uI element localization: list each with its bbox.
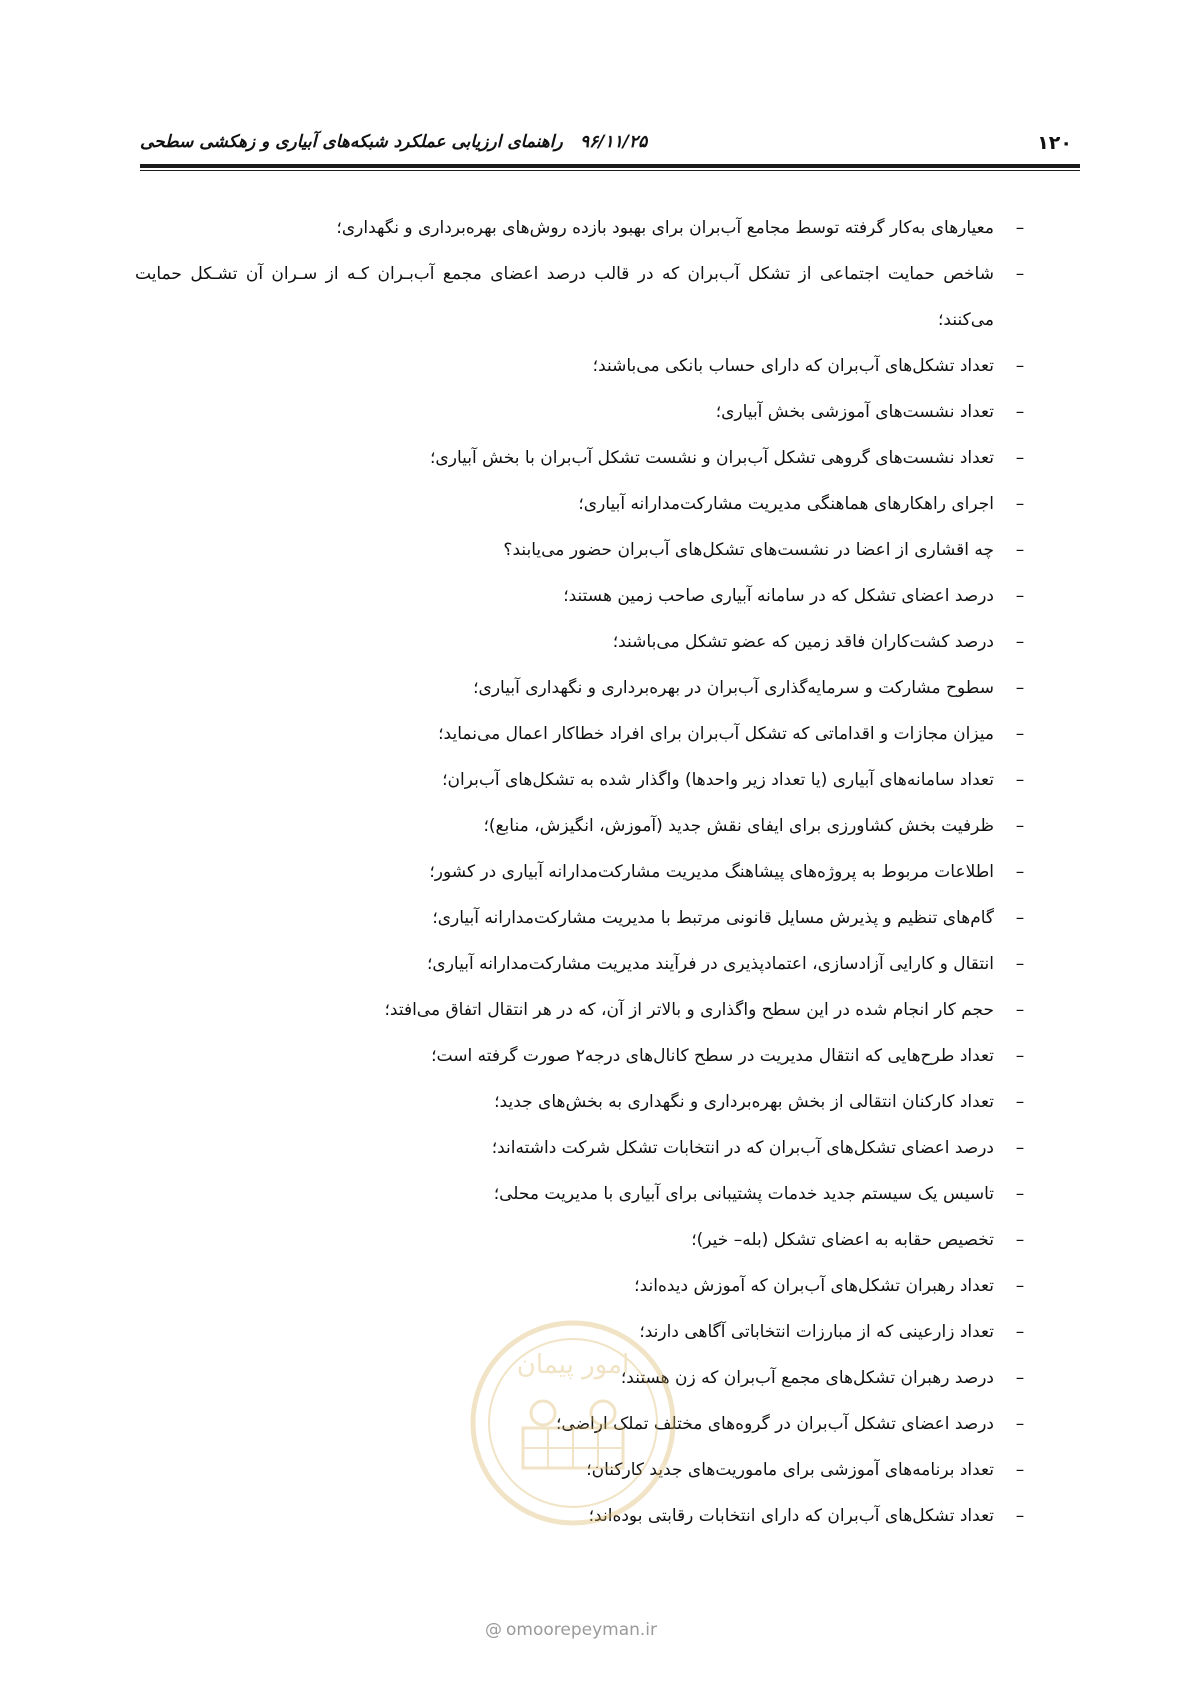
watermark-site-text: omoorepeyman.ir [506,1620,658,1640]
page-number: ۱۲۰ [1037,132,1072,154]
header-rule-thick [140,164,1080,168]
list-item [135,343,1030,389]
list-item-text: درصد رهبران تشکل‌های مجمع آب‌بران که زن هستند؛ [620,1368,994,1388]
list-item [135,1355,1030,1401]
list-item-text: گام‌های تنظیم و پذیرش مسایل قانونی مرتبط با مدیریت مشارکت‌مدارانه آبیاری؛ [432,908,994,928]
bullet-dash: – [1015,264,1025,284]
list-item-text: تعداد سامانه‌های آبیاری (یا تعداد زیر واحدها) واگذار شده به تشکل‌های آب‌بران؛ [442,770,994,790]
bullet-dash: – [1015,356,1025,376]
list-item-text: درصد اعضای تشکل‌های آب‌بران که در انتخابات تشکل شرکت داشته‌اند؛ [491,1138,994,1158]
bullet-dash: – [1015,1506,1025,1526]
bullet-dash: – [1015,1046,1025,1066]
bullet-dash: – [1015,908,1025,928]
list-item [135,1125,1030,1171]
list-item [135,665,1030,711]
list-item-text: تاسیس یک سیستم جدید خدمات پشتیبانی برای آبیاری با مدیریت محلی؛ [493,1184,994,1204]
watermark-site [485,1620,657,1640]
list-item-text: تخصیص حقابه به اعضای تشکل (بله– خیر)؛ [691,1230,994,1250]
list-item [135,803,1030,849]
list-item-text: اجرای راهکارهای هماهنگی مدیریت مشارکت‌مدارانه آبیاری؛ [578,494,994,514]
bullet-dash: – [1015,1414,1025,1434]
list-item [135,1079,1030,1125]
header-rule-thin [140,170,1080,171]
criteria-list [135,205,1030,1539]
list-item [135,895,1030,941]
list-item [135,1401,1030,1447]
bullet-dash: – [1015,1184,1025,1204]
list-item [135,527,1030,573]
list-item-text: تعداد رهبران تشکل‌های آب‌بران که آموزش دیده‌اند؛ [634,1276,994,1296]
list-item-text: تعداد تشکل‌های آب‌بران که دارای حساب بانکی می‌باشند؛ [592,356,994,376]
document-body [135,205,1030,1539]
bullet-dash: – [1015,1322,1025,1342]
page-header [140,128,1080,158]
bullet-dash: – [1015,402,1025,422]
list-item [135,481,1030,527]
list-item [135,987,1030,1033]
bullet-dash: – [1015,816,1025,836]
header-date: ۹۶/۱۱/۲۵ [580,132,648,152]
list-item-text: ظرفیت بخش کشاورزی برای ایفای نقش جدید (آموزش، انگیزش، منابع)؛ [483,816,994,836]
list-item-text: تعداد تشکل‌های آب‌بران که دارای انتخابات رقابتی بوده‌اند؛ [588,1506,994,1526]
bullet-dash: – [1015,724,1025,744]
bullet-dash: – [1015,1000,1025,1020]
bullet-dash: – [1015,632,1025,652]
list-item-text: شاخص حمایت اجتماعی از تشکل آب‌بران که در قالب درصد اعضای مجمع آب‌بـران کـه از سـران آن تشـکل حمایت می‌کنند؛ [135,264,994,330]
bullet-dash: – [1015,1138,1025,1158]
list-item [135,389,1030,435]
list-item [135,205,1030,251]
list-item-text: درصد اعضای تشکل که در سامانه آبیاری صاحب زمین هستند؛ [563,586,994,606]
bullet-dash: – [1015,862,1025,882]
bullet-dash: – [1015,494,1025,514]
list-item-text: اطلاعات مربوط به پروژه‌های پیشاهنگ مدیریت مشارکت‌مدارانه آبیاری در کشور؛ [429,862,994,882]
header-title: راهنمای ارزیابی عملکرد شبکه‌های آبیاری و زهکشی سطحی [140,132,563,152]
list-item [135,941,1030,987]
list-item-text: تعداد طرح‌هایی که انتقال مدیریت در سطح کانال‌های درجه۲ صورت گرفته است؛ [431,1046,994,1066]
bullet-dash: – [1015,1230,1025,1250]
bullet-dash: – [1015,1092,1025,1112]
list-item [135,849,1030,895]
list-item-text: حجم کار انجام شده در این سطح واگذاری و بالاتر از آن، که در هر انتقال اتفاق می‌افتد؛ [384,1000,994,1020]
list-item [135,251,1030,343]
bullet-dash: – [1015,218,1025,238]
list-item [135,757,1030,803]
list-item-text: تعداد کارکنان انتقالی از بخش بهره‌برداری و نگهداری به بخش‌های جدید؛ [494,1092,994,1112]
list-item-text: میزان مجازات و اقداماتی که تشکل آب‌بران برای افراد خطاکار اعمال می‌نماید؛ [438,724,994,744]
list-item [135,619,1030,665]
list-item-text: معیارهای به‌کار گرفته توسط مجامع آب‌بران برای بهبود بازده روش‌های بهره‌برداری و نگهداری؛ [336,218,994,238]
bullet-dash: – [1015,540,1025,560]
bullet-dash: – [1015,448,1025,468]
list-item-text: درصد کشت‌کاران فاقد زمین که عضو تشکل می‌باشند؛ [612,632,994,652]
bullet-dash: – [1015,678,1025,698]
list-item [135,1171,1030,1217]
list-item-text: انتقال و کارایی آزادسازی، اعتمادپذیری در فرآیند مدیریت مشارکت‌مدارانه آبیاری؛ [427,954,994,974]
list-item [135,1033,1030,1079]
list-item-text: تعداد برنامه‌های آموزشی برای ماموریت‌های جدید کارکنان؛ [586,1460,994,1480]
list-item-text: تعداد نشست‌های آموزشی بخش آبیاری؛ [715,402,994,422]
bullet-dash: – [1015,586,1025,606]
list-item [135,1447,1030,1493]
list-item [135,1217,1030,1263]
list-item [135,573,1030,619]
list-item [135,435,1030,481]
list-item-text: درصد اعضای تشکل آب‌بران در گروه‌های مختلف تملک اراضی؛ [556,1414,994,1434]
list-item [135,1493,1030,1539]
bullet-dash: – [1015,770,1025,790]
at-icon: @ [485,1620,502,1640]
bullet-dash: – [1015,1368,1025,1388]
bullet-dash: – [1015,1276,1025,1296]
bullet-dash: – [1015,954,1025,974]
list-item [135,711,1030,757]
list-item-text: چه اقشاری از اعضا در نشست‌های تشکل‌های آب‌بران حضور می‌یابند؟ [503,540,994,560]
seal-text: امور پیمان [516,1350,630,1380]
bullet-dash: – [1015,1460,1025,1480]
list-item [135,1309,1030,1355]
list-item-text: تعداد زارعینی که از مبارزات انتخاباتی آگاهی دارند؛ [639,1322,994,1342]
list-item-text: تعداد نشست‌های گروهی تشکل آب‌بران و نشست تشکل آب‌بران با بخش آبیاری؛ [430,448,994,468]
list-item [135,1263,1030,1309]
list-item-text: سطوح مشارکت و سرمایه‌گذاری آب‌بران در بهره‌برداری و نگهداری آبیاری؛ [473,678,994,698]
